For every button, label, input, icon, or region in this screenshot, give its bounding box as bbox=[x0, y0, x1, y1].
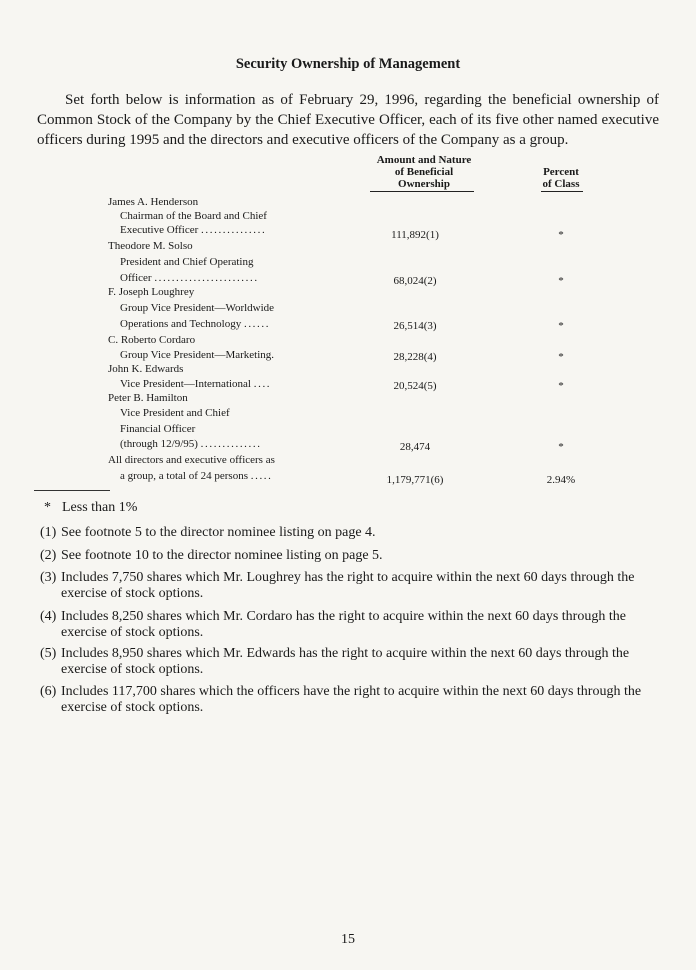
page-title: Security Ownership of Management bbox=[235, 56, 461, 72]
row-percent: * bbox=[558, 229, 564, 241]
row-title-line: Vice President and Chief bbox=[120, 407, 230, 419]
footnote-text: Includes 8,250 shares which Mr. Cordaro has the right to acquire within the next 60 days through the exercise of stock options. bbox=[61, 609, 626, 640]
footnote-text: Less than 1% bbox=[62, 500, 138, 515]
row-percent: 2.94% bbox=[546, 474, 576, 486]
row-title-line: a group, a total of 24 persons ..... bbox=[120, 470, 273, 482]
footnote-mark: (3) bbox=[40, 570, 57, 585]
row-title-line: Group Vice President—Worldwide bbox=[120, 302, 275, 314]
intro-text: Set forth below is information as of February 29, 1996, regarding the beneficial ownership of Common Stock of the Company by the Chief Executive Officer, each of its five other named executive officers during 1995 and the directors and executive officers of the Company as a group. bbox=[37, 92, 659, 148]
footnote-mark: (1) bbox=[40, 525, 57, 540]
row-percent: * bbox=[558, 380, 564, 392]
footnote-mark: (2) bbox=[40, 548, 57, 563]
row-name: James A. Henderson bbox=[108, 196, 199, 208]
row-amount: 28,474 bbox=[399, 441, 431, 453]
row-percent: * bbox=[558, 351, 564, 363]
percent-header-line2: of Class bbox=[542, 178, 580, 190]
percent-column-header bbox=[516, 166, 606, 190]
amount-header-line3: Ownership bbox=[398, 178, 450, 190]
row-title-line: Executive Officer ............... bbox=[120, 224, 267, 236]
footnote-text: See footnote 10 to the director nominee listing on page 5. bbox=[61, 548, 383, 563]
row-amount: 20,524(5) bbox=[393, 380, 437, 392]
row-name: John K. Edwards bbox=[108, 363, 184, 375]
row-title-line: (through 12/9/95) .............. bbox=[120, 438, 262, 450]
row-percent: * bbox=[558, 320, 564, 332]
footnote-text: Includes 117,700 shares which the officers have the right to acquire within the next 60 days through the exercise of stock options. bbox=[61, 684, 642, 715]
footnote-mark: (5) bbox=[40, 646, 57, 661]
amount-header-line1: Amount and Nature bbox=[376, 154, 472, 166]
footnote-text: Includes 7,750 shares which Mr. Loughrey has the right to acquire within the next 60 days through the exercise of stock options. bbox=[61, 570, 635, 601]
percent-header-line1: Percent bbox=[543, 166, 579, 178]
footnote-mark: (6) bbox=[40, 684, 57, 699]
footnote-divider bbox=[34, 490, 110, 491]
row-name: All directors and executive officers as bbox=[108, 454, 275, 466]
footnote-text: See footnote 5 to the director nominee listing on page 4. bbox=[61, 525, 376, 540]
footnote-text: Includes 8,950 shares which Mr. Edwards has the right to acquire within the next 60 days through the exercise of stock options. bbox=[61, 646, 630, 677]
row-title-line: Financial Officer bbox=[120, 423, 196, 435]
row-percent: * bbox=[558, 275, 564, 287]
amount-column-header bbox=[360, 154, 488, 190]
row-amount: 111,892(1) bbox=[391, 229, 439, 241]
row-name: Theodore M. Solso bbox=[108, 240, 193, 252]
row-title-line: Operations and Technology ...... bbox=[120, 318, 271, 330]
row-title-line: Vice President—International .... bbox=[120, 378, 272, 390]
row-name: C. Roberto Cordaro bbox=[108, 334, 196, 346]
footnote-mark: (4) bbox=[40, 609, 57, 624]
row-name: F. Joseph Loughrey bbox=[108, 286, 195, 298]
intro-paragraph bbox=[37, 90, 659, 150]
row-amount: 68,024(2) bbox=[393, 275, 437, 287]
row-title-line: President and Chief Operating bbox=[120, 256, 254, 268]
row-title-line: Group Vice President—Marketing. bbox=[120, 349, 276, 361]
row-name: Peter B. Hamilton bbox=[108, 392, 188, 404]
page-number: 15 bbox=[341, 932, 355, 947]
row-amount: 26,514(3) bbox=[393, 320, 437, 332]
row-title-line: Officer ........................ bbox=[120, 272, 259, 284]
amount-header-line2: of Beneficial bbox=[394, 166, 454, 178]
row-amount: 1,179,771(6) bbox=[386, 474, 444, 486]
amount-header-rule bbox=[370, 191, 474, 192]
row-percent: * bbox=[558, 441, 564, 453]
footnote-mark: * bbox=[44, 500, 51, 515]
row-amount: 28,228(4) bbox=[393, 351, 437, 363]
percent-header-rule bbox=[541, 191, 583, 192]
row-title-line: Chairman of the Board and Chief bbox=[120, 210, 267, 222]
